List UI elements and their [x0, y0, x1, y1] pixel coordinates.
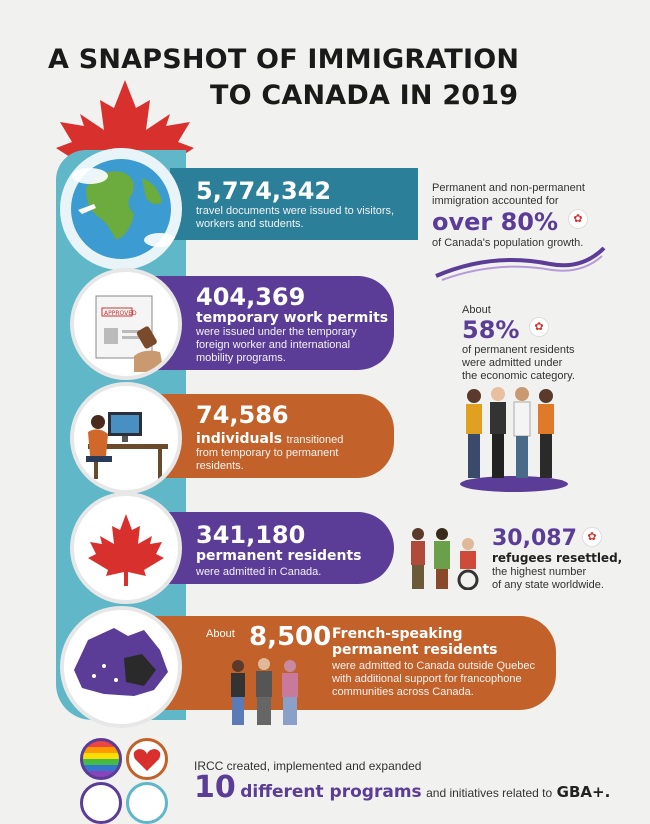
maple-leaf-icon: ✿	[569, 210, 587, 228]
approved-permit-icon	[70, 268, 182, 380]
economic-about: About	[462, 304, 491, 316]
row3-bold-rest: transitioned	[286, 434, 344, 446]
footer-rest: and initiatives related to	[426, 786, 553, 800]
economic-line1: of permanent residents	[462, 344, 575, 356]
row3-text2: residents.	[196, 460, 244, 472]
row5-text2: with additional support for francophone	[332, 673, 522, 685]
row2-text2: foreign worker and international	[196, 339, 351, 351]
row5-bold1: French-speaking	[332, 626, 463, 642]
rainbow-icon	[80, 738, 122, 780]
footer-gba: GBA+.	[556, 783, 611, 801]
workers-icon	[456, 384, 574, 494]
people-icon	[226, 656, 308, 728]
row2-number: 404,369	[196, 283, 306, 311]
maple-leaf-icon	[70, 492, 182, 604]
female-symbol-icon	[80, 782, 122, 824]
row2-bold: temporary work permits	[196, 310, 389, 326]
footer-big: 10	[194, 770, 236, 805]
row2-text3: mobility programs.	[196, 352, 286, 364]
row4-bold: permanent residents	[196, 548, 362, 564]
row2-text1: were issued under the temporary	[196, 326, 357, 338]
people-group-icon	[126, 782, 168, 824]
footer-bold: different programs	[240, 782, 422, 802]
globe-icon	[60, 148, 182, 270]
page-title-line1: A SNAPSHOT OF IMMIGRATION	[48, 44, 520, 75]
svg-text:APPROVED: APPROVED	[104, 310, 137, 317]
refugees-big: 30,087	[492, 526, 577, 551]
page-title-line2: TO CANADA IN 2019	[210, 80, 519, 111]
row5-number: 8,500	[249, 622, 332, 652]
row3-bold: individuals	[196, 431, 283, 447]
economic-line3: the economic category.	[462, 370, 575, 382]
row5-about: About	[206, 628, 235, 640]
footer-line1: IRCC created, implemented and expanded	[194, 759, 422, 773]
growth-line1: Permanent and non-permanent	[432, 182, 585, 194]
refugees-icon	[408, 524, 488, 590]
swoosh-decoration	[432, 242, 608, 282]
row1-number: 5,774,342	[196, 177, 332, 205]
row4-number: 341,180	[196, 521, 306, 549]
row4-text1: were admitted in Canada.	[196, 566, 322, 578]
canada-map-icon	[60, 606, 182, 728]
maple-leaf-icon: ✿	[583, 528, 601, 546]
growth-big: over 80%	[432, 208, 559, 236]
row5-text1: were admitted to Canada outside Quebec	[332, 660, 536, 672]
row3-text1: from temporary to permanent	[196, 447, 339, 459]
refugees-line2: of any state worldwide.	[492, 579, 604, 591]
refugees-line1: the highest number	[492, 566, 587, 578]
growth-line3: of Canada's population growth.	[432, 237, 584, 249]
row3-number: 74,586	[196, 401, 289, 429]
row5-text3: communities across Canada.	[332, 686, 474, 698]
office-worker-icon	[70, 382, 182, 494]
economic-line2: were admitted under	[462, 357, 563, 369]
economic-big: 58%	[462, 316, 520, 344]
maple-leaf-icon: ✿	[530, 318, 548, 336]
row5-bold2: permanent residents	[332, 642, 498, 658]
heart-icon	[126, 738, 168, 780]
row1-text1: travel documents were issued to visitors,	[196, 205, 395, 217]
row1-text2: workers and students.	[196, 218, 304, 230]
refugees-bold: refugees resettled,	[492, 551, 623, 565]
growth-line2: immigration accounted for	[432, 195, 559, 207]
